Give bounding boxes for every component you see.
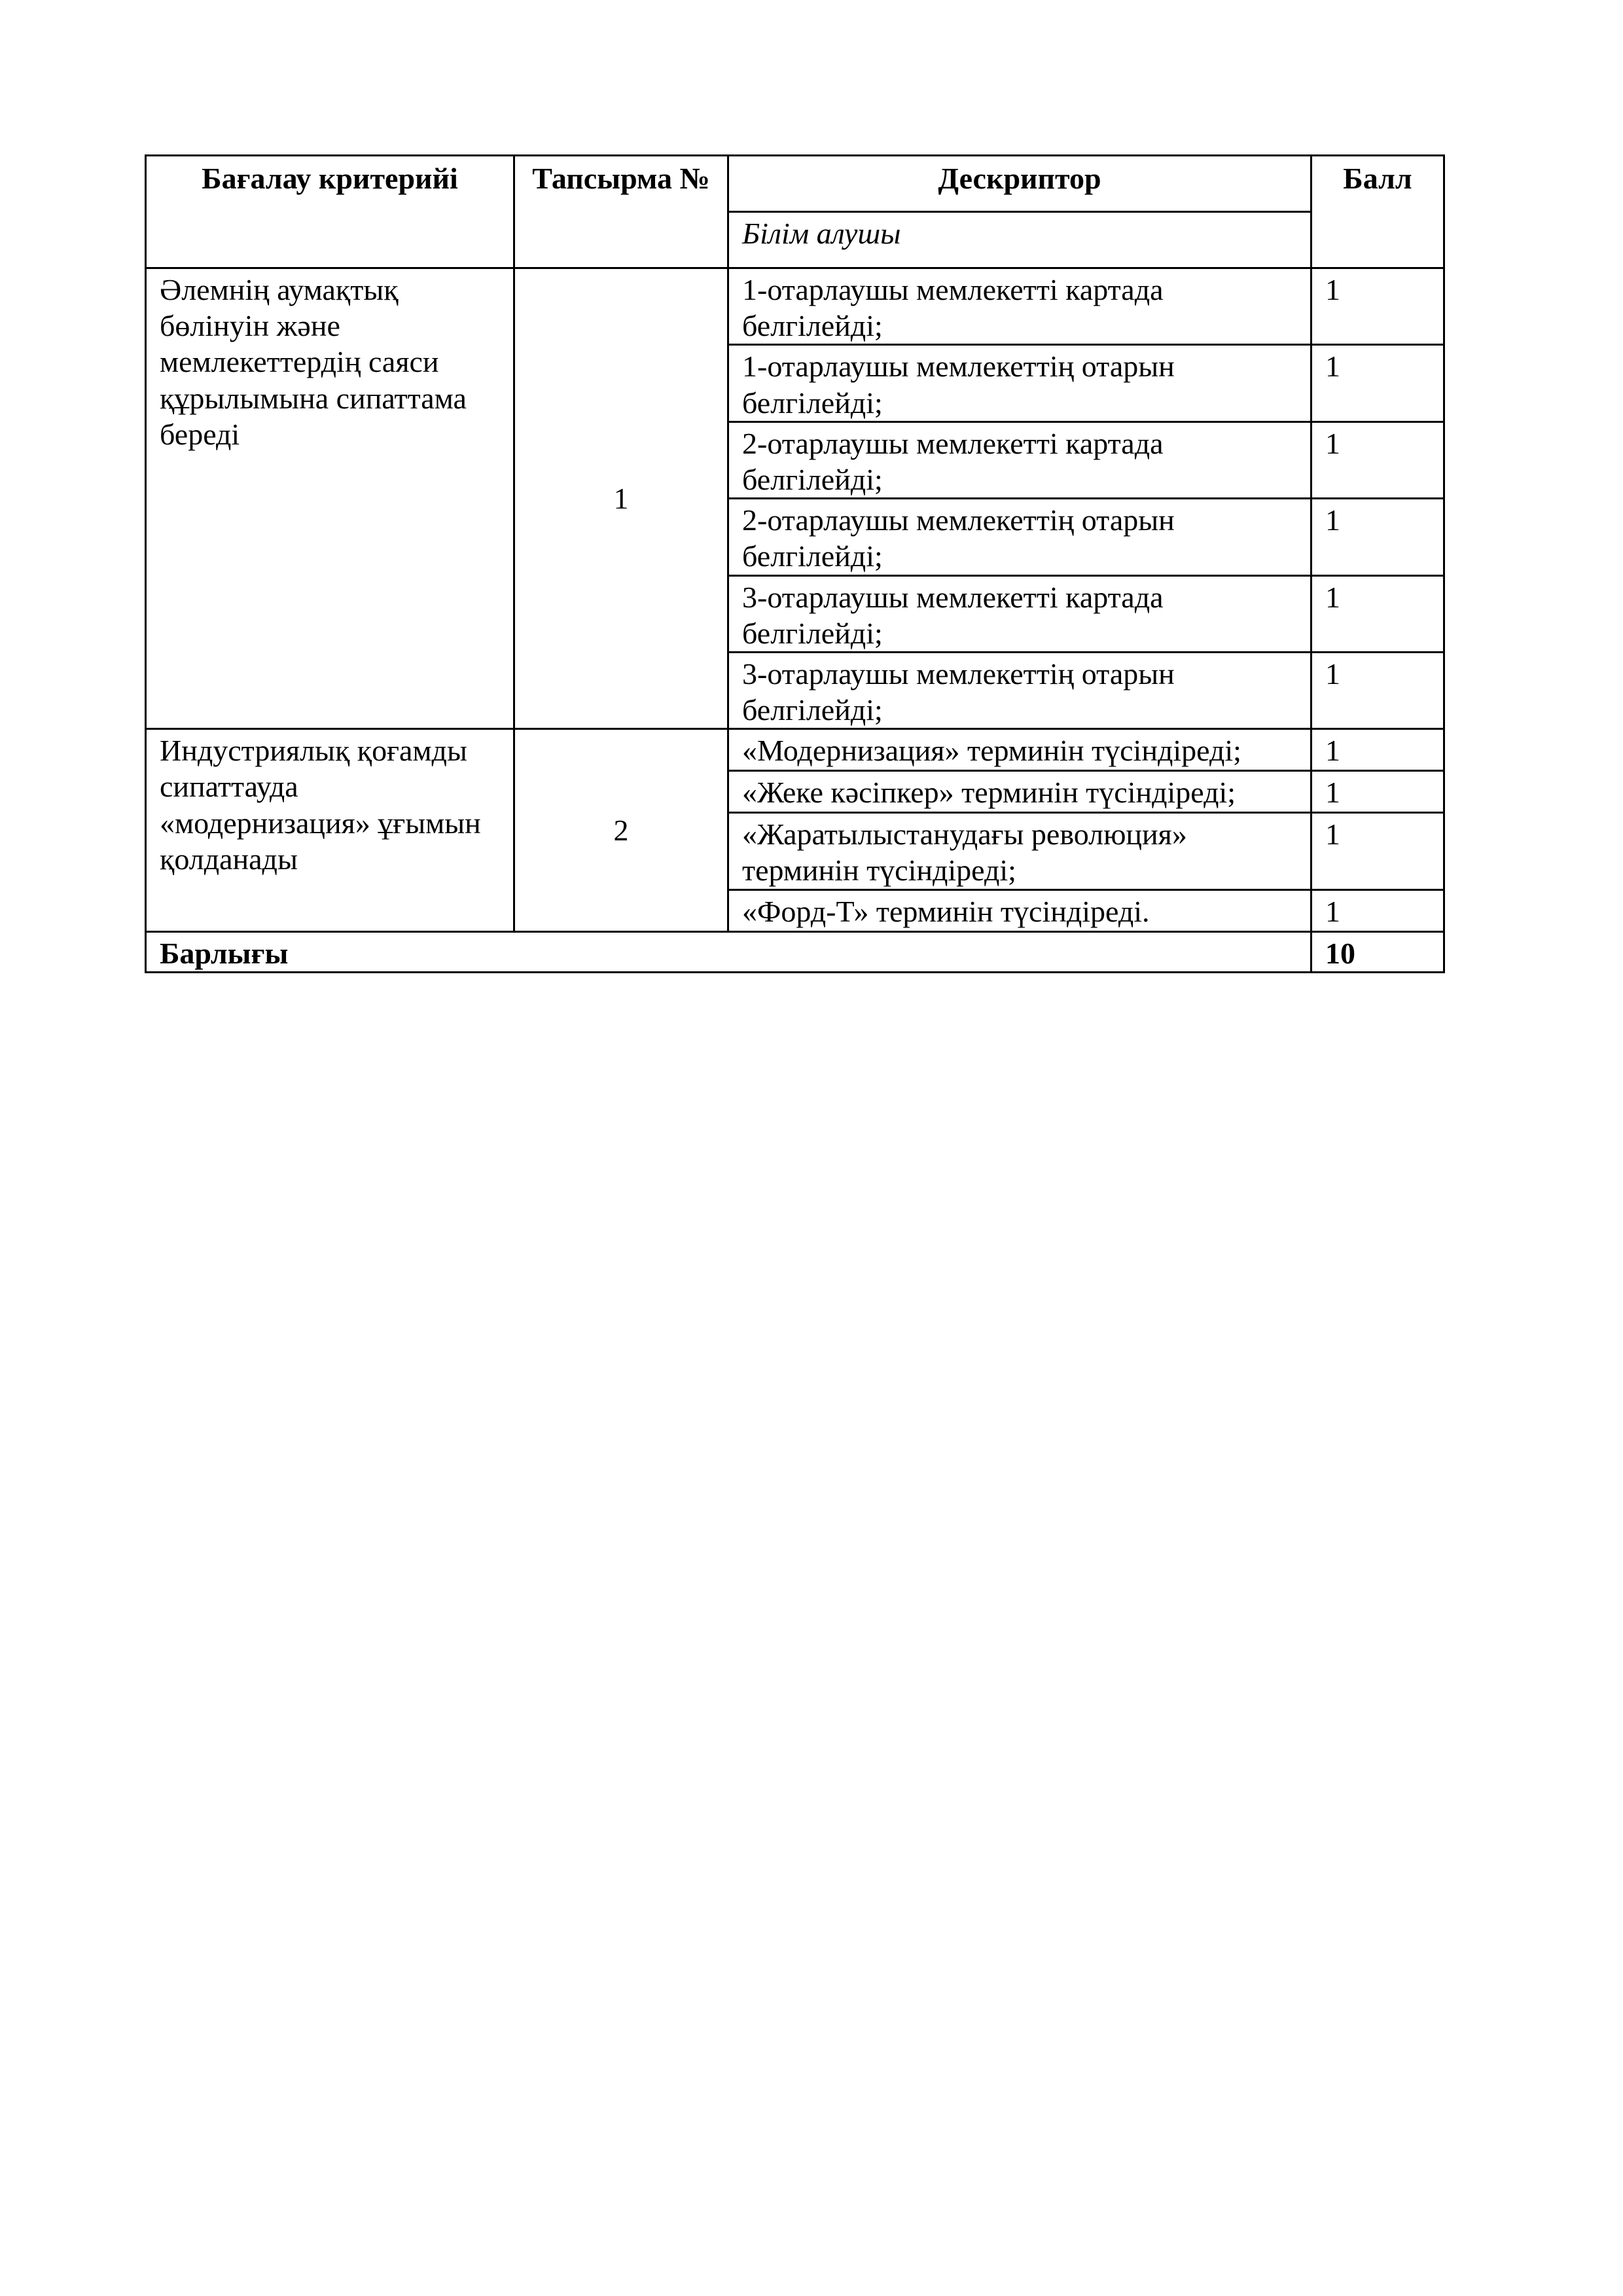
descriptor-cell: 1-отарлаушы мемлекеттің отарын белгілейді; [728,345,1311,422]
score-cell: 1 [1311,345,1444,422]
descriptor-cell: 1-отарлаушы мемлекетті картада белгілейді; [728,268,1311,345]
header-criteria: Бағалау критерийі [146,156,514,268]
header-descriptor-subtitle: Білім алушы [728,212,1311,268]
descriptor-cell: 3-отарлаушы мемлекеттің отарын белгілейді; [728,652,1311,728]
table-row [146,729,1444,771]
descriptor-cell: «Модернизация» терминін түсіндіреді; [728,729,1311,771]
header-task-number: Тапсырма № [514,156,728,268]
score-cell: 1 [1311,652,1444,728]
descriptor-cell: «Жаратылыстанудағы революция» терминін түсіндіреді; [728,813,1311,889]
header-score: Балл [1311,156,1444,268]
score-cell: 1 [1311,771,1444,813]
table-row [146,268,1444,345]
score-cell: 1 [1311,729,1444,771]
task-number-cell: 2 [514,729,728,931]
task-number-cell: 1 [514,268,728,729]
score-cell: 1 [1311,813,1444,889]
descriptor-cell: «Форд-Т» терминін түсіндіреді. [728,889,1311,931]
table-header-row [146,156,1444,212]
descriptor-cell: «Жеке кәсіпкер» терминін түсіндіреді; [728,771,1311,813]
descriptor-cell: 2-отарлаушы мемлекеттің отарын белгілейді; [728,499,1311,575]
score-cell: 1 [1311,499,1444,575]
score-cell: 1 [1311,575,1444,652]
score-cell: 1 [1311,268,1444,345]
total-row [146,931,1444,972]
criterion-cell: Әлемнің аумақтық бөлінуін және мемлекеттердің саяси құрылымына сипаттама береді [146,268,514,729]
assessment-rubric-table [145,154,1445,973]
descriptor-cell: 2-отарлаушы мемлекетті картада белгілейді; [728,422,1311,498]
header-descriptor: Дескриптор [728,156,1311,212]
total-label: Барлығы [146,931,1311,972]
score-cell: 1 [1311,422,1444,498]
criterion-cell: Индустриялық қоғамды сипаттауда «модернизация» ұғымын қолданады [146,729,514,931]
total-value: 10 [1311,931,1444,972]
score-cell: 1 [1311,889,1444,931]
descriptor-cell: 3-отарлаушы мемлекетті картада белгілейді; [728,575,1311,652]
